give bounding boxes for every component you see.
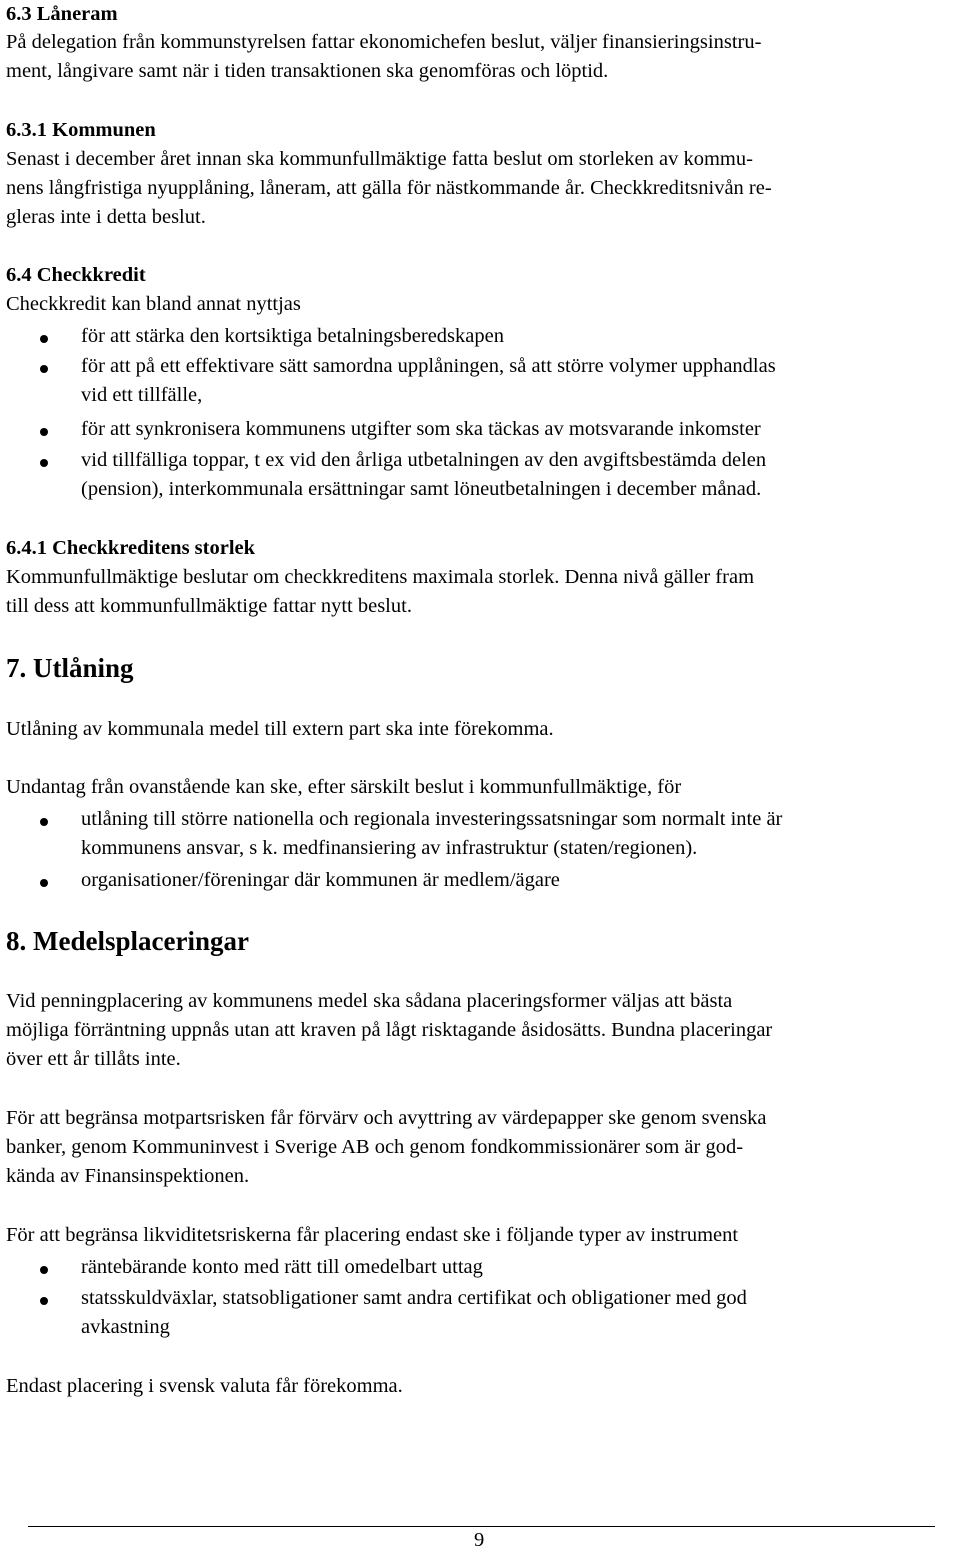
section-heading-6-4: 6.4 Checkkredit xyxy=(6,264,146,286)
bullet-item-continuation: vid ett tillfälle, xyxy=(81,384,203,406)
paragraph-line: För att begränsa likviditetsriskerna får placering endast ske i följande typer av instrument xyxy=(6,1224,739,1246)
paragraph-line: På delegation från kommunstyrelsen fattar ekonomichefen beslut, väljer finansieringsinstru- xyxy=(6,31,762,53)
bullet-item-continuation: (pension), interkommunala ersättningar samt löneutbetalningen i december månad. xyxy=(81,478,762,500)
bullet-dot-icon xyxy=(40,428,48,436)
bullet-item-continuation: kommunens ansvar, s k. medfinansiering av infrastruktur (staten/regionen). xyxy=(81,837,698,859)
bullet-dot-icon xyxy=(40,818,48,826)
bullet-dot-icon xyxy=(40,879,48,887)
paragraph-line: Vid penningplacering av kommunens medel ska sådana placeringsformer väljas att bästa xyxy=(6,990,733,1012)
section-heading-6-3-1: 6.3.1 Kommunen xyxy=(6,119,156,141)
paragraph-line: nens långfristiga nyupplåning, låneram, att gälla för nästkommande år. Checkkreditsnivån re- xyxy=(6,177,772,199)
bullet-dot-icon xyxy=(40,1266,48,1274)
bullet-item: statsskuldväxlar, statsobligationer samt andra certifikat och obligationer med god xyxy=(81,1287,747,1309)
bullet-item: för att stärka den kortsiktiga betalningsberedskapen xyxy=(81,325,504,347)
bullet-item: räntebärande konto med rätt till omedelbart uttag xyxy=(81,1256,483,1278)
bullet-item-continuation: avkastning xyxy=(81,1316,170,1338)
bullet-item: organisationer/föreningar där kommunen är medlem/ägare xyxy=(81,869,560,891)
bullet-dot-icon xyxy=(40,1297,48,1305)
paragraph-line: Kommunfullmäktige beslutar om checkkreditens maximala storlek. Denna nivå gäller fram xyxy=(6,566,755,588)
paragraph-line: Undantag från ovanstående kan ske, efter särskilt beslut i kommunfullmäktige, för xyxy=(6,776,682,798)
paragraph-line: banker, genom Kommuninvest i Sverige AB och genom fondkommissionärer som är god- xyxy=(6,1136,744,1158)
paragraph-line: kända av Finansinspektionen. xyxy=(6,1165,250,1187)
paragraph-line: över ett år tillåts inte. xyxy=(6,1048,181,1070)
paragraph-line: ment, långivare samt när i tiden transaktionen ska genomföras och löptid. xyxy=(6,60,609,82)
chapter-heading-7: 7. Utlåning xyxy=(6,653,134,683)
chapter-heading-8: 8. Medelsplaceringar xyxy=(6,926,249,956)
section-heading-6-3: 6.3 Låneram xyxy=(6,3,118,25)
paragraph-line: Checkkredit kan bland annat nyttjas xyxy=(6,293,301,315)
section-heading-6-4-1: 6.4.1 Checkkreditens storlek xyxy=(6,537,256,559)
paragraph-line: möjliga förräntning uppnås utan att kraven på lågt risktagande åsidosätts. Bundna placeringar xyxy=(6,1019,773,1041)
paragraph-line: För att begränsa motpartsrisken får förvärv och avyttring av värdepapper ske genom svenska xyxy=(6,1107,767,1129)
page-number: 9 xyxy=(474,1529,485,1551)
paragraph-line: till dess att kommunfullmäktige fattar nytt beslut. xyxy=(6,595,412,617)
bullet-item: utlåning till större nationella och regionala investeringssatsningar som normalt inte är xyxy=(81,808,783,830)
bullet-dot-icon xyxy=(40,459,48,467)
bullet-dot-icon xyxy=(40,335,48,343)
bullet-item: vid tillfälliga toppar, t ex vid den årliga utbetalningen av den avgiftsbestämda delen xyxy=(81,449,767,471)
paragraph-line: Endast placering i svensk valuta får förekomma. xyxy=(6,1375,403,1397)
bullet-dot-icon xyxy=(40,365,48,373)
paragraph-line: Utlåning av kommunala medel till extern part ska inte förekomma. xyxy=(6,718,554,740)
paragraph-line: Senast i december året innan ska kommunfullmäktige fatta beslut om storleken av kommu- xyxy=(6,148,753,170)
bullet-item: för att synkronisera kommunens utgifter som ska täckas av motsvarande inkomster xyxy=(81,418,761,440)
paragraph-line: gleras inte i detta beslut. xyxy=(6,206,206,228)
bullet-item: för att på ett effektivare sätt samordna upplåningen, så att större volymer upphandlas xyxy=(81,355,776,377)
